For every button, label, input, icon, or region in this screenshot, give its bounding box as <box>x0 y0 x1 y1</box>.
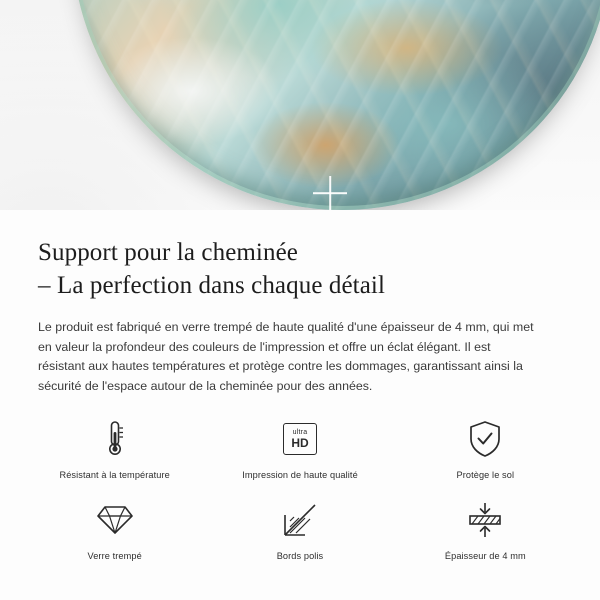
page-title <box>38 236 562 302</box>
feature-tempered-glass <box>22 499 207 562</box>
round-glass-panel <box>72 0 600 210</box>
thermometer-icon <box>104 418 126 460</box>
shield-check-icon <box>468 418 502 460</box>
feature-label: Verre trempé <box>87 551 142 562</box>
feature-label: Épaisseur de 4 mm <box>444 551 526 562</box>
feature-temperature-resistant <box>22 418 207 481</box>
ultra-hd-badge-icon <box>283 418 317 460</box>
thickness-arrows-icon <box>467 499 503 541</box>
feature-label: Résistant à la température <box>59 470 170 481</box>
hero-image <box>0 0 600 210</box>
feature-high-quality-print <box>207 418 392 481</box>
badge-top-text: ultra <box>292 429 308 437</box>
feature-label: Bords polis <box>276 551 324 562</box>
feature-polished-edges <box>207 499 392 562</box>
diamond-icon <box>96 499 134 541</box>
headline-line-2: – La perfection dans chaque détail <box>38 272 385 299</box>
feature-thickness <box>393 499 578 562</box>
product-description: Le produit est fabriqué en verre trempé de haute qualité d'une épaisseur de 4 mm, qui met en valeur la profondeur des couleurs de l'impression et offre un éclat élégant. Il est résistant aux hautes températures et protège contre les dommages, garantissant ainsi la sécurité de l'espace autour de la cheminée pour des années. <box>38 320 534 393</box>
headline-line-1: Support pour la cheminée <box>38 239 298 266</box>
badge-main-text: HD <box>291 436 309 451</box>
feature-grid <box>0 418 600 562</box>
text-content <box>0 210 600 396</box>
feature-label: Protège le sol <box>456 470 515 481</box>
feature-floor-protection <box>393 418 578 481</box>
polished-edges-icon <box>283 499 317 541</box>
feature-label: Impression de haute qualité <box>242 470 358 481</box>
